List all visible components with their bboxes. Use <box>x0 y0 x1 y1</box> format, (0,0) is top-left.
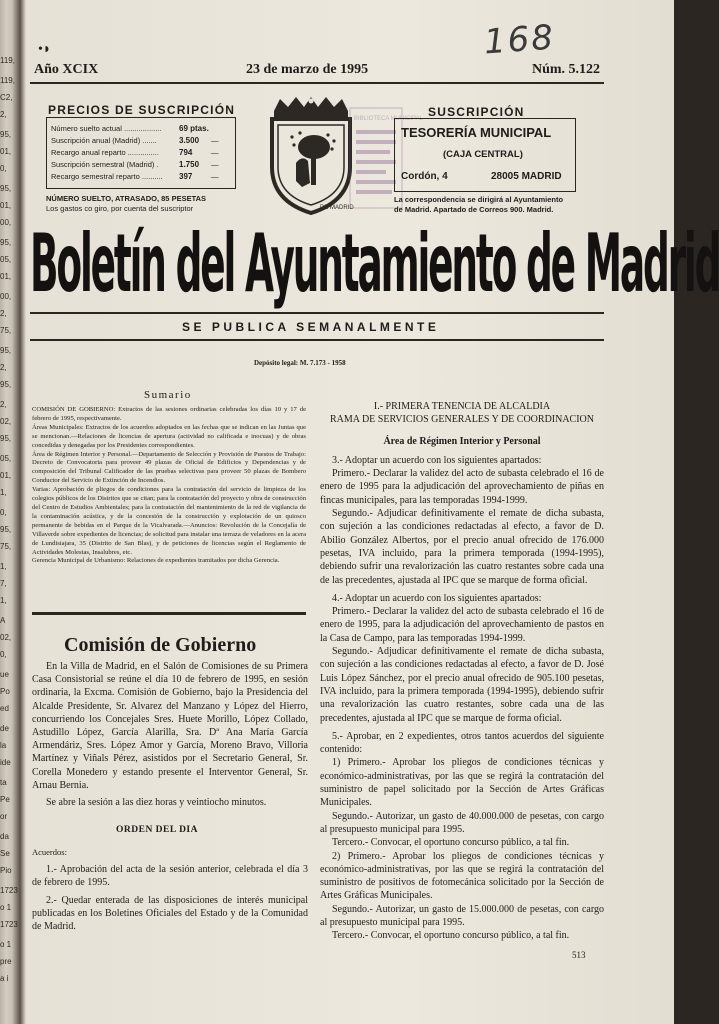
prices-title: PRECIOS DE SUSCRIPCIÓN <box>48 103 236 117</box>
previous-page-fragment: 1, <box>0 596 7 605</box>
previous-page-fragment: 75, <box>0 326 12 335</box>
madrid-coat-of-arms-icon <box>266 97 356 215</box>
previous-page-fragment: pre <box>0 957 12 966</box>
comision-body <box>32 660 308 813</box>
previous-page-fragment: da <box>0 832 9 841</box>
comision-opening: Se abre la sesión a las diez horas y veintiocho minutos. <box>46 797 267 809</box>
right-column <box>320 400 604 943</box>
section-rule <box>32 612 306 615</box>
item-5-2-c: Tercero.- Convocar, el oportuno concurso público, a tal fin. <box>332 930 570 942</box>
previous-page-fragment: 95, <box>0 130 12 139</box>
stamp-text: BIBLIOTECA MUNICIPAL <box>354 116 423 122</box>
previous-page-fragment: 0, <box>0 650 7 659</box>
item-3-second: Segundo.- Adjudicar definitivamente el remate de dicha subasta, con sujeción a las condiciones redactadas al efecto, a favor de D. Abilio González Albertos, por el precio anual ofrecido de 176.000 pesetas, IVA incluido, para la primera temporada (1994-1995), debiendo sufrir una revalorización las cuatro restantes sobre cada una de las precedentes, ajustada al IPC que se marque de forma oficial. <box>320 508 604 586</box>
subscription-box <box>394 118 576 192</box>
previous-page-fragment: 2, <box>0 309 7 318</box>
previous-page-fragment: Pe <box>0 795 10 804</box>
summary-paragraph: Áreas Municipales: Extractos de los acuerdos adoptados en las fechas que se indican en las Juntas que se mencionan.—Relaciones de licencias de apertura (actividad no calificada e inocuas) y de obras concedidas y denegadas por los Presidentes correspondientes. <box>32 423 306 449</box>
item-5-2-b: Segundo.- Autorizar, un gasto de 15.000.000 de pesetas, con cargo al presupuesto municipal para 1995. <box>320 903 604 928</box>
previous-page-fragment: C2, <box>0 93 13 102</box>
right-heading-1: I.- PRIMERA TENENCIA DE ALCALDIA <box>373 401 551 412</box>
item-4-first: Primero.- Declarar la validez del acto de subasta celebrado el 16 de enero de 1995, para la adjudicación del aprovechamiento de pastos en la Casa de Campo, para las temporadas 1994-1999. <box>320 606 604 644</box>
office-city: 28005 MADRID <box>491 171 562 182</box>
summary-paragraph: Varias: Aprobación de pliegos de condiciones para la contratación del servicio de limpieza de los colegios públicos de los Distritos que se citan; para la contratación del proyecto y obra de construcción del Centro de Estudios Ambientales; para la contratación del mantenimiento de la red de vigilancia de la contaminación acústica, y de la concesión de la construcción y explotación de un quiosco permanente de bebidas en el Parque de la Vicalvarada.—Anuncios: Revolución de la Concejalía de Villaverde sobre expedientes de licencias; de solicitud para instalar una terraza de veladores en la acera de Lundisiajara, 35 (Distrito de San Blas), y de peticiones de licencias según el Reglamento de Actividades Molestas, Insalubres, etc. <box>32 486 306 556</box>
previous-page-fragment: 1, <box>0 488 7 497</box>
previous-page-fragment: ide <box>0 758 11 767</box>
orden-item-2: 2.- Quedar enterada de las disposiciones de interés municipal publicadas en los Boletines Oficiales del Estado y de la Comunidad de Madrid. <box>32 894 308 933</box>
back-issue-note: NÚMERO SUELTO, ATRASADO, 85 PESETAS <box>46 194 207 203</box>
previous-page-fragment: o 1 <box>0 940 12 949</box>
previous-page-fragment: 01, <box>0 272 12 281</box>
item-5-2: 2) Primero.- Aprobar los pliegos de condiciones técnicas y económico-administrativas, por las que se regirá la contratación del suministro de positivos de fotomecánica solicitado por la Sección de Artes Gráficas Municipales. <box>320 850 604 902</box>
postage-note: Los gastos co giro, por cuenta del suscriptor <box>46 204 194 213</box>
previous-page-fragment: or <box>0 812 8 821</box>
summary-text <box>32 406 306 566</box>
issue-date: 23 de marzo de 1995 <box>246 62 369 77</box>
prices-table <box>46 117 236 189</box>
summary-paragraph: COMISIÓN DE GOBIERNO: Extractos de las sesiones ordinarias celebradas los días 10 y 17 de febrero de 1995, respectivamente. <box>32 406 306 422</box>
previous-page-fragment: la <box>0 741 7 750</box>
previous-page-fragment: ed <box>0 704 9 713</box>
previous-page-fragment: 2, <box>0 110 7 119</box>
correspondence-note-1: La correspondencia se dirigirá al Ayuntamiento <box>394 195 564 204</box>
orden-del-dia-title: ORDEN DEL DIA <box>116 825 198 835</box>
item-4-intro: 4.- Adoptar un acuerdo con los siguientes apartados: <box>332 592 542 604</box>
office-subtitle: (CAJA CENTRAL) <box>443 149 523 160</box>
corner-ink-mark: •◗ <box>38 42 52 57</box>
price-row: Número suelto actual .................. 69 ptas. <box>51 124 209 133</box>
previous-page-fragment: de <box>0 724 9 733</box>
previous-page-fragment: ta <box>0 778 7 787</box>
legal-deposit: Depósito legal: M. 7.173 - 1958 <box>254 359 346 367</box>
previous-page-fragment: 95, <box>0 380 12 389</box>
price-row: Recargo semestral reparto .......... 397 — <box>51 172 219 181</box>
previous-page-fragment: 2, <box>0 363 7 372</box>
previous-page-fragment: Pio <box>0 866 12 875</box>
previous-page-fragment: Se <box>0 849 10 858</box>
price-row: Suscripción semestral (Madrid) . 1.750 — <box>51 160 219 169</box>
item-5-1: 1) Primero.- Aprobar los pliegos de condiciones técnicas y económico-administrativas, por las que se regirá la contratación del suministro de papel solicitado por la Sección de Artes Gráficas Municipales. <box>320 757 604 809</box>
handwritten-number: 168 <box>482 17 557 63</box>
previous-page-fragment: Po <box>0 687 10 696</box>
previous-page-fragment: 01, <box>0 471 12 480</box>
previous-page-fragment: 2, <box>0 400 7 409</box>
previous-page-edge <box>0 55 20 1005</box>
item-5-intro: 5.- Aprobar, en 2 expedientes, otros tantos acuerdos del siguiente contenido: <box>320 730 604 756</box>
right-heading-2: RAMA DE SERVICIOS GENERALES Y DE COORDINACION <box>329 414 595 426</box>
previous-page-fragment: 0, <box>0 164 7 173</box>
issue-year: Año XCIX <box>34 62 99 77</box>
previous-page-fragment: 95, <box>0 434 12 443</box>
office-name: TESORERÍA MUNICIPAL <box>401 125 552 140</box>
subscription-title: SUSCRIPCIÓN <box>428 105 525 119</box>
previous-page-fragment: 02, <box>0 633 12 642</box>
previous-page-fragment: 00, <box>0 292 12 301</box>
previous-page-fragment: a i <box>0 974 9 983</box>
summary-paragraph: Gerencia Municipal de Urbanismo: Relaciones de expedientes tramitados por dicha Gerencia. <box>32 557 280 565</box>
page-folio: 513 <box>572 950 586 960</box>
previous-page-fragment: 05, <box>0 454 12 463</box>
comision-title: Comisión de Gobierno <box>64 634 257 656</box>
previous-page-fragment: 01, <box>0 147 12 156</box>
previous-page-fragment: 00, <box>0 218 12 227</box>
previous-page-fragment: 05, <box>0 255 12 264</box>
area-heading: Área de Régimen Interior y Personal <box>383 435 541 447</box>
previous-page-fragment: ue <box>0 670 9 679</box>
previous-page-fragment: 75, <box>0 542 12 551</box>
masthead-rule-bottom <box>30 339 604 341</box>
header-rule <box>30 82 604 84</box>
item-3-first: Primero.- Declarar la validez del acto de subasta celebrado el 16 de enero de 1995 para la adjudicación del aprovechamiento de piñas en fincas municipales, para las temporadas 1994-1999. <box>320 468 604 506</box>
previous-page-fragment: 7, <box>0 579 7 588</box>
item-3-intro: 3.- Adoptar un acuerdo con los siguientes apartados: <box>332 454 542 466</box>
bulletin-page <box>26 0 719 1024</box>
item-4-second: Segundo.- Adjudicar definitivamente el remate de dicha subasta, con sujeción a las condiciones redactadas al efecto, a favor de D. José Luis López Sánchez, por el precio anual ofrecido de 905.100 pesetas, IVA incluido, para la primera temporada (1994-1995), debiendo sufrir una revalorización las cuatro restantes, sobre cada una de las precedentes, ajustada al IPC que se marque de forma oficial. <box>320 646 604 724</box>
summary-paragraph: Área de Régimen Interior y Personal.—Departamento de Selección y Provisión de Puestos de Trabajo: Decreto de Convocatoria para proveer 49 plazas de Oficial de Edificios y Dependencias y de composición del Tribunal Calificador de las pruebas selectivas para proveer 50 plazas de Bombero Conductor del Servicio de Extinción de Incendios. <box>32 450 306 485</box>
item-5-1-b: Segundo.- Autorizar, un gasto de 40.000.000 de pesetas, con cargo al presupuesto municipal para 1995. <box>320 810 604 835</box>
item-5-1-c: Tercero.- Convocar, el oportuno concurso público, a tal fin. <box>332 837 570 849</box>
previous-page-fragment: 95, <box>0 238 12 247</box>
correspondence-note-2: de Madrid. Apartado de Correos 900. Madrid. <box>394 205 554 214</box>
previous-page-fragment: 119, <box>0 76 15 85</box>
orden-body <box>32 846 308 937</box>
previous-page-fragment: 119, <box>0 56 15 65</box>
masthead-rule-top <box>30 312 604 314</box>
previous-page-fragment: 02, <box>0 417 12 426</box>
previous-page-fragment: 1, <box>0 562 7 571</box>
summary-title: Sumario <box>144 389 192 401</box>
previous-page-fragment: 95, <box>0 346 12 355</box>
crest-caption: DE MADRID <box>320 205 354 211</box>
masthead-title: Boletín del Ayuntamiento de Madrid <box>30 218 719 311</box>
price-row: Recargo anual reparto ............... 794 — <box>51 148 219 157</box>
previous-page-fragment: 95, <box>0 184 12 193</box>
issue-number: Núm. 5.122 <box>532 62 601 77</box>
office-street: Cordón, 4 <box>401 171 448 182</box>
previous-page-fragment: 0, <box>0 508 7 517</box>
previous-page-fragment: 1723 <box>0 886 18 895</box>
previous-page-fragment: 01, <box>0 201 12 210</box>
comision-intro: En la Villa de Madrid, en el Salón de Comisiones de su Primera Casa Consistorial se reúne el día 10 de febrero de 1995, en sesión ordinaria, la Excma. Comisión de Gobierno, bajo la Presidencia del Alcalde Presidente, Sr. Alvarez del Manzano y López del Hierro, concurriendo los Concejales Sres. Huete Morillo, López Collado, Astudillo López, García Alarilla, Sra. Dª Ana María García Armendáriz, Sres. López Amor y García, Moreno Bravo, Villoria Martínez y Viñals Pérez, asistidos por el Secretario General, Sr. Corella Monedero y estando presente el Interventor General, Sr. Arnau Bernia. <box>32 661 308 791</box>
acuerdos-label: Acuerdos: <box>32 847 67 857</box>
previous-page-fragment: A <box>0 616 6 625</box>
orden-item-1: 1.- Aprobación del acta de la sesión anterior, celebrada el día 3 de febrero de 1995. <box>32 864 308 889</box>
previous-page-fragment: 95, <box>0 525 12 534</box>
previous-page-fragment: o 1 <box>0 903 12 912</box>
previous-page-fragment: 1723 <box>0 920 18 929</box>
price-row: Suscripción anual (Madrid) ....... 3.500 — <box>51 136 219 145</box>
publication-frequency: SE PUBLICA SEMANALMENTE <box>182 320 440 334</box>
